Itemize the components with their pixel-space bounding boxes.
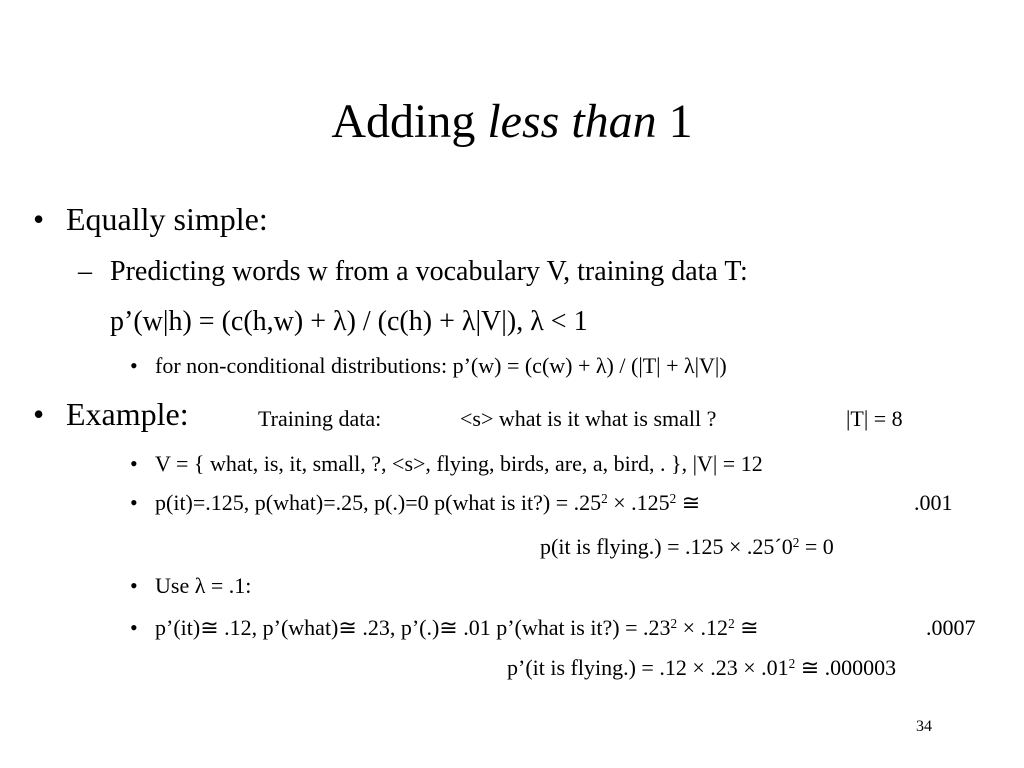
- smoothed-probabilities: [155, 617, 759, 639]
- training-data-label: Training data:: [258, 406, 382, 431]
- smoothed-sup: 2: [728, 615, 735, 631]
- bullet-marker: •: [33, 201, 45, 237]
- mle-flying-line: [540, 536, 834, 558]
- mle-sup: 2: [601, 490, 608, 506]
- smoothed-sup: 2: [670, 615, 678, 631]
- title-suffix: 1: [656, 95, 693, 148]
- title-prefix: Adding: [331, 95, 488, 148]
- bullet-marker: •: [130, 490, 138, 515]
- smoothed-result: .0007: [926, 615, 976, 640]
- smoothed-flying-line: [507, 657, 896, 679]
- smoothed-flying-prefix: p’(it is flying.) = .12 × .23 × .01: [507, 655, 789, 680]
- smoothed-mid: × .12: [677, 615, 729, 640]
- mle-sup: 2: [669, 490, 677, 506]
- example-label: Example:: [66, 396, 189, 432]
- mle-flying-prefix: p(it is flying.) = .125 × .25´0: [540, 534, 793, 559]
- bullet-marker: •: [130, 615, 138, 640]
- training-data-size: |T| = 8: [846, 406, 903, 431]
- mle-prefix: p(it)=.125, p(what)=.25, p(.)=0 p(what is it?) = .25: [155, 490, 602, 515]
- training-data-text: <s> what is it what is small ?: [460, 406, 717, 431]
- bullet-equally-simple: Equally simple:: [66, 201, 268, 237]
- subbullet-non-conditional: for non-conditional distributions: p’(w) = (c(w) + λ) / (|T| + λ|V|): [155, 353, 727, 378]
- mle-flying-result: = 0: [799, 534, 834, 559]
- smoothed-approx: ≅: [734, 615, 759, 640]
- mle-result: .001: [914, 490, 953, 515]
- mle-flying-sup: 2: [792, 534, 800, 550]
- bullet-marker: •: [130, 451, 138, 476]
- page-number: 34: [916, 718, 932, 735]
- mle-mid: × .125: [607, 490, 670, 515]
- dash-marker: –: [78, 256, 92, 287]
- mle-approx: ≅: [676, 490, 701, 515]
- bullet-marker: •: [33, 396, 45, 432]
- smoothed-flying-result: ≅ .000003: [795, 655, 897, 680]
- smoothed-prefix: p’(it)≅ .12, p’(what)≅ .23, p’(.)≅ .01 p’(what is it?) = .23: [155, 615, 671, 640]
- subbullet-predicting: Predicting words w from a vocabulary V, training data T:: [110, 256, 748, 287]
- slide-title: [0, 95, 1024, 148]
- use-lambda-line: Use λ = .1:: [155, 573, 252, 598]
- formula-add-lambda: p’(w|h) = (c(h,w) + λ) / (c(h) + λ|V|), λ < 1: [110, 306, 588, 337]
- bullet-marker: •: [130, 353, 138, 378]
- mle-probabilities: [155, 492, 700, 514]
- smoothed-flying-sup: 2: [788, 655, 796, 671]
- title-emphasis: less than: [487, 95, 657, 148]
- bullet-marker: •: [130, 573, 138, 598]
- vocabulary-line: V = { what, is, it, small, ?, <s>, flying, birds, are, a, bird, . }, |V| = 12: [155, 451, 763, 476]
